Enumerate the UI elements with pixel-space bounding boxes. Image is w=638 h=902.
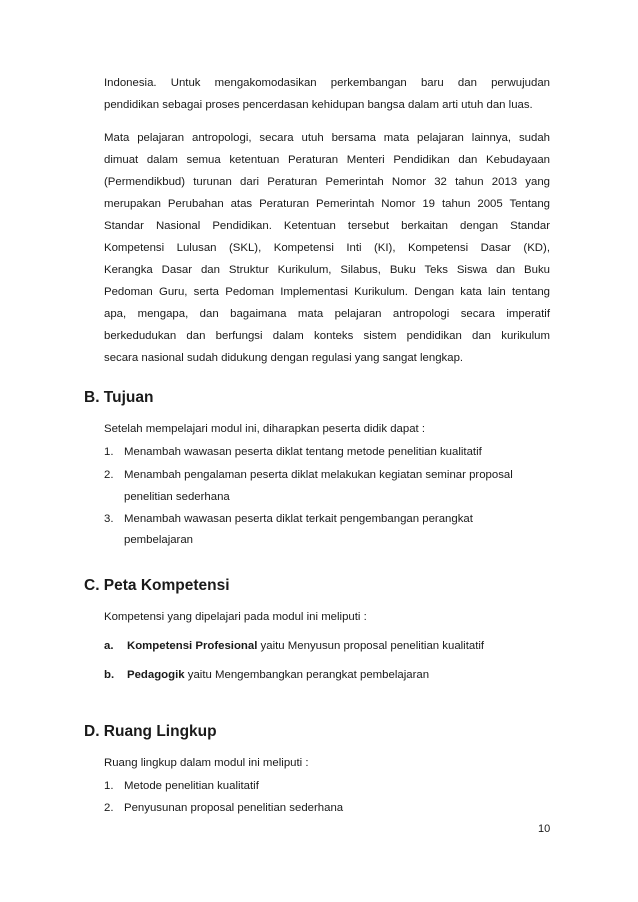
list-item-bold: Kompetensi Profesional — [127, 640, 258, 652]
list-number: 3. — [104, 513, 114, 525]
section-heading-ruang-lingkup: D. Ruang Lingkup — [84, 723, 217, 740]
section-intro: Kompetensi yang dipelajari pada modul ini meliputi : — [104, 611, 367, 623]
list-item-continuation: pembelajaran — [124, 534, 194, 546]
section-intro: Ruang lingkup dalam modul ini meliputi : — [104, 757, 309, 769]
paragraph-line: merupakan Perubahan atas Peraturan Pemerintah Nomor 19 tahun 2005 Tentang — [104, 198, 550, 210]
paragraph-line: Kerangka Dasar dan Struktur Kurikulum, Silabus, Buku Teks Siswa dan Buku — [104, 264, 550, 276]
page-number: 10 — [538, 823, 551, 835]
paragraph-line: Standar Nasional Pendidikan. Ketentuan tersebut berkaitan dengan Standar — [104, 220, 550, 232]
list-item — [127, 639, 484, 653]
paragraph-line: (Permendikbud) turunan dari Peraturan Pemerintah Nomor 32 tahun 2013 yang — [104, 176, 550, 188]
section-heading-peta-kompetensi: C. Peta Kompetensi — [84, 577, 230, 594]
paragraph-line: Mata pelajaran antropologi, secara utuh bersama mata pelajaran lainnya, sudah — [104, 132, 550, 144]
list-item: Menambah wawasan peserta diklat terkait pengembangan perangkat — [124, 513, 473, 525]
paragraph-line: pendidikan sebagai proses pencerdasan kehidupan bangsa dalam arti utuh dan luas. — [104, 99, 533, 111]
paragraph-line: Kompetensi Lulusan (SKL), Kompetensi Inti (KI), Kompetensi Dasar (KD), — [104, 242, 550, 254]
list-number: 1. — [104, 446, 114, 458]
paragraph-line: berkedudukan dan berfungsi dalam konteks sistem pendidikan dan kurikulum — [104, 330, 550, 342]
list-item-rest: yaitu Mengembangkan perangkat pembelajaran — [184, 669, 430, 681]
paragraph-line: Indonesia. Untuk mengakomodasikan perkembangan baru dan perwujudan — [104, 77, 550, 89]
paragraph-line: apa, mengapa, dan bagaimana mata pelajaran antropologi secara imperatif — [104, 308, 550, 320]
section-intro: Setelah mempelajari modul ini, diharapkan peserta didik dapat : — [104, 423, 426, 435]
list-item-rest: yaitu Menyusun proposal penelitian kualitatif — [257, 640, 485, 652]
list-label: a. — [104, 640, 114, 652]
section-heading-tujuan: B. Tujuan — [84, 389, 154, 406]
list-item: Menambah pengalaman peserta diklat melakukan kegiatan seminar proposal — [124, 469, 513, 481]
paragraph-line: secara nasional sudah didukung dengan regulasi yang sangat lengkap. — [104, 352, 464, 364]
list-number: 1. — [104, 780, 114, 792]
list-item: Metode penelitian kualitatif — [124, 780, 259, 792]
list-item: Penyusunan proposal penelitian sederhana — [124, 802, 344, 814]
list-number: 2. — [104, 802, 114, 814]
list-item-continuation: penelitian sederhana — [124, 491, 230, 503]
paragraph-line: dimuat dalam semua ketentuan Peraturan Menteri Pendidikan dan Kebudayaan — [104, 154, 550, 166]
list-label: b. — [104, 669, 115, 681]
paragraph-line: Pedoman Guru, serta Pedoman Implementasi Kurikulum. Dengan kata lain tentang — [104, 286, 550, 298]
list-item-bold: Pedagogik — [127, 669, 185, 681]
list-number: 2. — [104, 469, 114, 481]
list-item — [127, 668, 429, 682]
list-item: Menambah wawasan peserta diklat tentang metode penelitian kualitatif — [124, 446, 482, 458]
